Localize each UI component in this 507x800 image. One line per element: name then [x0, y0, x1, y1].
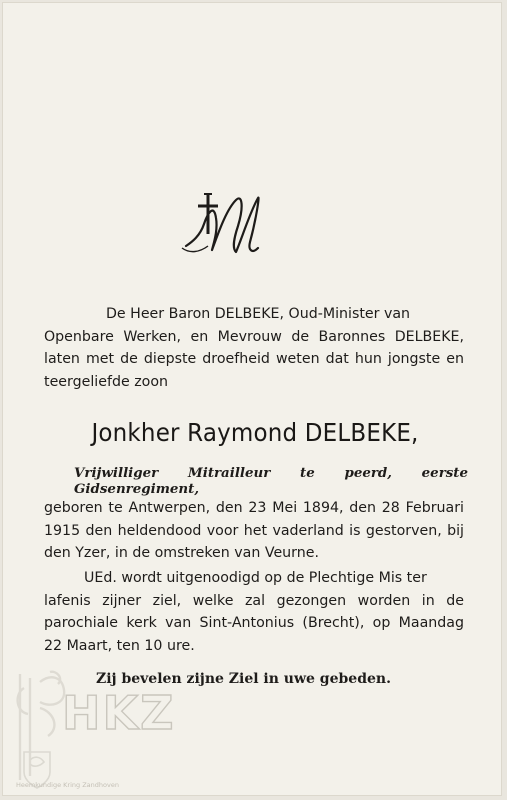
invite-line: UEd. wordt uitgenoodigd op de Plechtige Mis ter [84, 570, 427, 586]
mass-invitation-paragraph [44, 567, 464, 657]
watermark-caption: Heemkundige Kring Zandhoven [16, 781, 119, 789]
intro-line: laten met de diepste droefheid weten dat hun jongste en [44, 351, 464, 367]
born-line: 1915 den heldendood voor het vaderland is gestorven, bij [44, 522, 464, 539]
military-unit: Vrijwilliger Mitrailleur te peerd, eerste Gidsenregiment, [74, 465, 468, 497]
watermark-text: HKZ [62, 686, 176, 740]
intro-line: Openbare Werken, en Mevrouw de Baronnes DELBEKE, [44, 328, 464, 345]
invite-line: 22 Maart, ten 10 ure. [44, 637, 195, 654]
invite-line: lafenis zijner ziel, welke zal gezongen worden in de [44, 592, 464, 609]
birth-death-paragraph [44, 497, 464, 565]
born-line: den Yzer, in de omstreken van Veurne. [44, 545, 319, 561]
deceased-name: Jonkher Raymond DELBEKE, [91, 418, 419, 447]
cross-and-m-monogram-icon [178, 190, 262, 260]
born-line: geboren te Antwerpen, den 23 Mei 1894, den 28 Februari [44, 500, 464, 516]
invite-line: parochiale kerk van Sint-Antonius (Brecht), op Maandag [44, 615, 464, 631]
closing-prayer: Zij bevelen zijne Ziel in uwe gebeden. [96, 671, 391, 687]
intro-line: De Heer Baron DELBEKE, Oud-Minister van [106, 306, 411, 322]
intro-line: teergeliefde zoon [44, 373, 168, 390]
announcement-paragraph [44, 303, 464, 393]
